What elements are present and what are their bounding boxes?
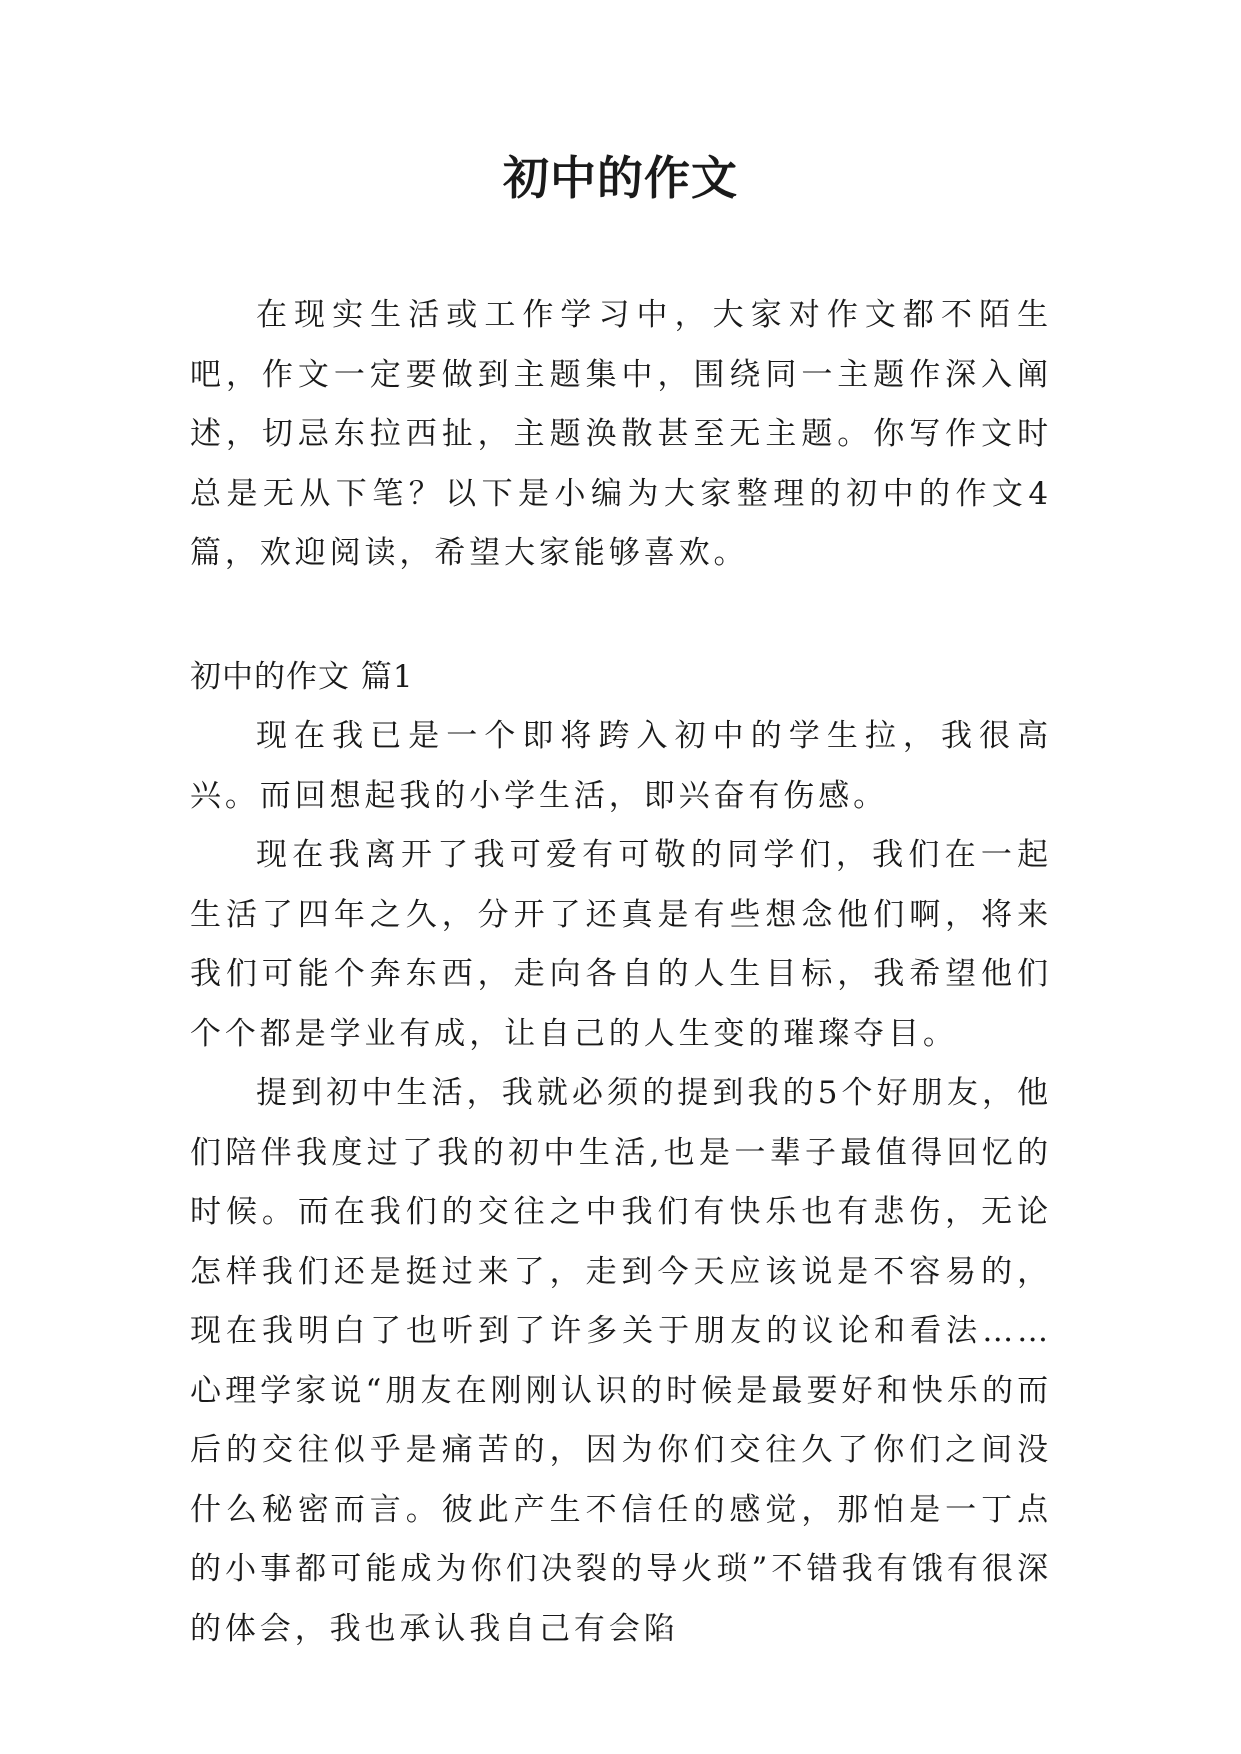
essay-section-1 (190, 648, 1052, 1660)
body-paragraph: 现在我已是一个即将跨入初中的学生拉，我很高兴。而回想起我的小学生活，即兴奋有伤感。 (190, 718, 1052, 814)
intro-paragraph: 在现实生活或工作学习中，大家对作文都不陌生吧，作文一定要做到主题集中，围绕同一主题作深入阐述，切忌东拉西扯，主题涣散甚至无主题。你写作文时总是无从下笔？以下是小编为大家整理的初中的作文4篇，欢迎阅读，希望大家能够喜欢。 (190, 297, 1052, 571)
body-paragraph: 现在我离开了我可爱有可敬的同学们，我们在一起生活了四年之久，分开了还真是有些想念他们啊，将来我们可能个奔东西，走向各自的人生目标，我希望他们个个都是学业有成，让自己的人生变的璀璨夺目。 (190, 837, 1052, 1052)
document-body (190, 286, 1052, 1659)
body-paragraph: 提到初中生活，我就必须的提到我的5个好朋友，他们陪伴我度过了我的初中生活,也是一辈子最值得回忆的时候。而在我们的交往之中我们有快乐也有悲伤，无论怎样我们还是挺过来了，走到今天应该说是不容易的，现在我明白了也听到了许多关于朋友的议论和看法……心理学家说“朋友在刚刚认识的时候是最要好和快乐的而后的交往似乎是痛苦的，因为你们交往久了你们之间没什么秘密而言。彼此产生不信任的感觉，那怕是一丁点的小事都可能成为你们决裂的导火琐”不错我有饿有很深的体会，我也承认我自己有会陷 (190, 1075, 1052, 1647)
section-heading: 初中的作文 篇1 (190, 658, 414, 695)
document-title: 初中的作文 (503, 151, 738, 205)
